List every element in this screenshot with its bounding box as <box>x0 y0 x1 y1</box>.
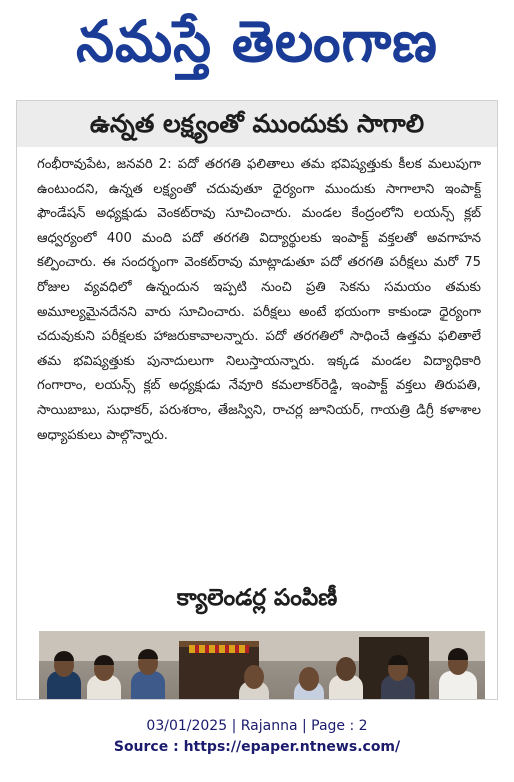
article-body: గంభీరావుపేట, జనవరి 2: పదో తరగతి ఫలితాలు తమ భవిష్యత్తుకు కీలక మలుపుగా ఉంటుందని, ఉన్నత లక్ష్యంతో చదువుతూ ధైర్యంగా ముందుకు సాగాలాని ఇంపాక్ట్ ఫౌండేషన్ అధ్యక్షుడు వెంకట్‌రావు సూచించారు. మండల కేంద్రంలోని లయన్స్ క్లబ్ ఆధ్వర్యంలో 400 మంది పదో తరగతి విద్యార్థులకు ఇంపాక్ట్ వక్తలతో అవగాహన కల్పించారు. ఈ సందర్భంగా వెంకట్‌రావు మాట్లాడుతూ పదో తరగతి పరీక్షలు మరో 75 రోజుల వ్యవధిలో ఉన్నందున ఇప్పటి నుంచి ప్రతి సెకను సమయం తమకు అమూల్యమైనదేనని వారు సూచించారు. పరీక్షలు అంటే భయంగా కాకుండా ధైర్యంగా చదువుకుని పరీక్షలకు హాజరుకావాలన్నారు. పదో తరగతిలో సాధించే ఉత్తమ ఫలితాలే తమ భవిష్యత్తుకు పునాదులుగా నిలుస్తాయన్నారు. ఇక్కడ మండల విద్యాధికారి గంగారాం, లయన్స్ క్లబ్ అధ్యక్షుడు నేవూరి కమలాకర్‌రెడ్డి, ఇంపాక్ట్ వక్తలు తిరుపతి, సాయిబాబు, సుధాకర్, పరుశరాం, తేజస్విని, రాచర్ల జూనియర్, గాయత్రి డిగ్రీ కళాశాల అధ్యాపకులు పాల్గొన్నారు. <box>37 157 481 443</box>
second-article-headline: క్యాలెండర్ల పంపిణీ <box>176 585 338 611</box>
photo-person-head <box>299 667 319 691</box>
photo-garland <box>189 645 249 653</box>
news-article <box>16 100 498 700</box>
newspaper-logo-title: నమస్తే తెలంగాణ <box>76 8 438 75</box>
page-footer <box>0 716 514 758</box>
article-headline: ఉన్నత లక్ష్యంతో ముందుకు సాగాలి <box>89 109 425 138</box>
footer-source-link[interactable]: Source : https://epaper.ntnews.com/ <box>113 739 401 755</box>
photo-person-head <box>336 657 356 681</box>
article-photo <box>39 631 485 700</box>
headline-bar <box>17 101 497 147</box>
photo-person-head <box>244 665 264 689</box>
masthead <box>0 4 514 88</box>
footer-date-page: 03/01/2025 | Rajanna | Page : 2 <box>146 718 368 734</box>
photo-person <box>439 671 477 700</box>
photo-person <box>131 671 165 700</box>
